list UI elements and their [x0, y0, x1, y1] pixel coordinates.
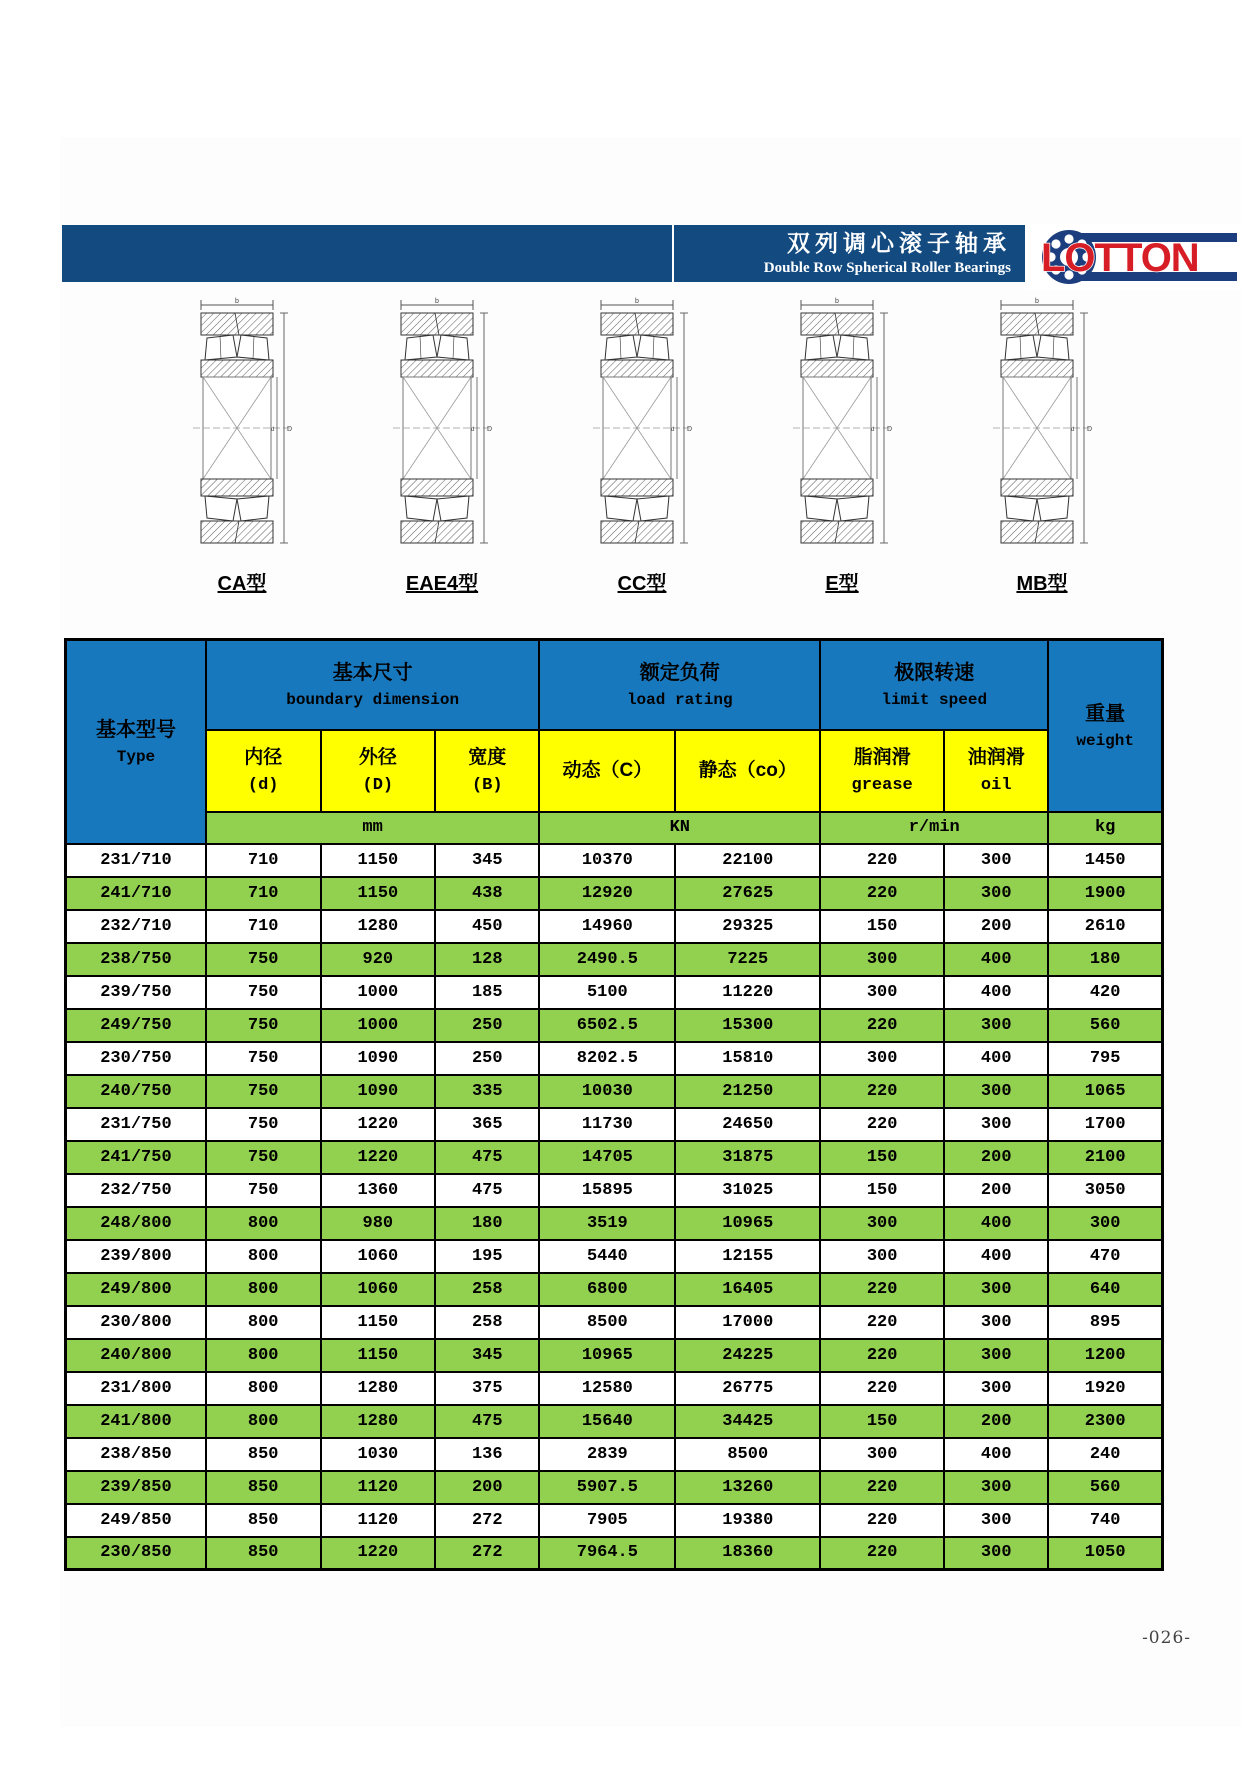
value-cell: 1280: [321, 910, 436, 943]
value-cell: 200: [435, 1471, 539, 1504]
table-row: [66, 976, 1163, 1009]
bearing-logo-icon: [1025, 224, 1241, 290]
value-cell: 1120: [321, 1471, 436, 1504]
bearing-type-cell: 231/710: [66, 844, 206, 877]
oil-zh: 油润滑: [967, 746, 1025, 768]
value-cell: 750: [206, 1108, 321, 1141]
bearing-cross-section-icon: [987, 296, 1097, 563]
value-cell: 1090: [321, 1075, 436, 1108]
diagram-label: EAE4型: [405, 573, 479, 595]
value-cell: 7225: [675, 943, 820, 976]
value-cell: 250: [435, 1042, 539, 1075]
value-cell: 1060: [321, 1273, 436, 1306]
value-cell: 800: [206, 1306, 321, 1339]
boundary-en: boundary dimension: [286, 690, 460, 709]
value-cell: 29325: [675, 910, 820, 943]
value-cell: 27625: [675, 877, 820, 910]
unit-kg: kg: [1048, 812, 1162, 844]
value-cell: 300: [944, 1075, 1048, 1108]
value-cell: 136: [435, 1438, 539, 1471]
value-cell: 750: [206, 943, 321, 976]
header-type-zh: 基本型号: [95, 718, 176, 741]
value-cell: 31025: [675, 1174, 820, 1207]
value-cell: 220: [820, 844, 944, 877]
bearing-type-cell: 241/750: [66, 1141, 206, 1174]
value-cell: 400: [944, 943, 1048, 976]
table-row: [66, 1042, 1163, 1075]
bearing-type-cell: 239/750: [66, 976, 206, 1009]
value-cell: 15810: [675, 1042, 820, 1075]
value-cell: 895: [1048, 1306, 1162, 1339]
value-cell: 200: [944, 1174, 1048, 1207]
value-cell: 17000: [675, 1306, 820, 1339]
value-cell: 8202.5: [539, 1042, 675, 1075]
value-cell: 10370: [539, 844, 675, 877]
value-cell: 8500: [675, 1438, 820, 1471]
value-cell: 200: [944, 910, 1048, 943]
value-cell: 300: [820, 1438, 944, 1471]
value-cell: 560: [1048, 1009, 1162, 1042]
bearing-type-cell: 230/750: [66, 1042, 206, 1075]
table-row: [66, 844, 1163, 877]
value-cell: 34425: [675, 1405, 820, 1438]
value-cell: 1090: [321, 1042, 436, 1075]
value-cell: 1920: [1048, 1372, 1162, 1405]
value-cell: 1060: [321, 1240, 436, 1273]
bearing-cross-section-icon: [787, 296, 897, 563]
table-row: [66, 1438, 1163, 1471]
value-cell: 2300: [1048, 1405, 1162, 1438]
value-cell: 2100: [1048, 1141, 1162, 1174]
value-cell: 220: [820, 1108, 944, 1141]
value-cell: 8500: [539, 1306, 675, 1339]
value-cell: 300: [820, 976, 944, 1009]
value-cell: 2490.5: [539, 943, 675, 976]
value-cell: 300: [820, 943, 944, 976]
value-cell: 1280: [321, 1372, 436, 1405]
value-cell: 475: [435, 1174, 539, 1207]
value-cell: 375: [435, 1372, 539, 1405]
value-cell: 19380: [675, 1504, 820, 1537]
value-cell: 11220: [675, 976, 820, 1009]
outer-diameter-zh: 外径: [358, 746, 397, 768]
header-type-en: Type: [116, 747, 156, 766]
value-cell: 24650: [675, 1108, 820, 1141]
value-cell: 1000: [321, 976, 436, 1009]
value-cell: 272: [435, 1504, 539, 1537]
table-row: [66, 1537, 1163, 1570]
diagram-label: CC型: [617, 573, 667, 595]
bearing-type-cell: 239/850: [66, 1471, 206, 1504]
value-cell: 750: [206, 1009, 321, 1042]
bearing-type-cell: 240/800: [66, 1339, 206, 1372]
page-title-zh: 双列调心滚子轴承: [787, 230, 1011, 256]
value-cell: 980: [321, 1207, 436, 1240]
value-cell: 18360: [675, 1537, 820, 1570]
value-cell: 15300: [675, 1009, 820, 1042]
table-row: [66, 1471, 1163, 1504]
bearing-figure-eae4: [382, 296, 502, 596]
value-cell: 450: [435, 910, 539, 943]
value-cell: 470: [1048, 1240, 1162, 1273]
speed-en: limit speed: [881, 690, 988, 709]
value-cell: 300: [820, 1042, 944, 1075]
value-cell: 400: [944, 1240, 1048, 1273]
value-cell: 920: [321, 943, 436, 976]
bearing-type-cell: 241/710: [66, 877, 206, 910]
value-cell: 850: [206, 1471, 321, 1504]
header-load-rating: [539, 640, 820, 730]
table-row: [66, 1174, 1163, 1207]
page-title-en: Double Row Spherical Roller Bearings: [763, 260, 1011, 276]
value-cell: 438: [435, 877, 539, 910]
unit-kn: KN: [539, 812, 820, 844]
value-cell: 128: [435, 943, 539, 976]
value-cell: 150: [820, 1405, 944, 1438]
value-cell: 220: [820, 1372, 944, 1405]
load-zh: 额定负荷: [639, 661, 720, 684]
value-cell: 750: [206, 1141, 321, 1174]
value-cell: 1030: [321, 1438, 436, 1471]
value-cell: 6800: [539, 1273, 675, 1306]
bearing-figure-ca: [182, 296, 302, 596]
value-cell: 220: [820, 1273, 944, 1306]
value-cell: 1200: [1048, 1339, 1162, 1372]
bearing-type-cell: 240/750: [66, 1075, 206, 1108]
value-cell: 1150: [321, 877, 436, 910]
value-cell: 560: [1048, 1471, 1162, 1504]
bearing-type-cell: 239/800: [66, 1240, 206, 1273]
bearing-type-cell: 232/710: [66, 910, 206, 943]
value-cell: 220: [820, 877, 944, 910]
value-cell: 258: [435, 1306, 539, 1339]
value-cell: 220: [820, 1306, 944, 1339]
value-cell: 150: [820, 910, 944, 943]
value-cell: 31875: [675, 1141, 820, 1174]
value-cell: 3050: [1048, 1174, 1162, 1207]
value-cell: 180: [1048, 943, 1162, 976]
value-cell: 220: [820, 1471, 944, 1504]
spec-table: [64, 638, 1164, 1571]
value-cell: 1150: [321, 1339, 436, 1372]
bearing-type-cell: 232/750: [66, 1174, 206, 1207]
table-row: [66, 877, 1163, 910]
diagram-label: E型: [825, 573, 859, 595]
value-cell: 5440: [539, 1240, 675, 1273]
table-row: [66, 1306, 1163, 1339]
bearing-type-cell: 231/800: [66, 1372, 206, 1405]
unit-rpm: r/min: [820, 812, 1048, 844]
header-banner: [62, 225, 1241, 282]
value-cell: 10965: [675, 1207, 820, 1240]
value-cell: 14960: [539, 910, 675, 943]
table-row: [66, 1339, 1163, 1372]
bearing-type-cell: 249/850: [66, 1504, 206, 1537]
value-cell: 850: [206, 1504, 321, 1537]
bearing-type-cell: 230/800: [66, 1306, 206, 1339]
bearing-type-cell: 231/750: [66, 1108, 206, 1141]
value-cell: 1220: [321, 1108, 436, 1141]
table-row: [66, 910, 1163, 943]
value-cell: 7905: [539, 1504, 675, 1537]
value-cell: 195: [435, 1240, 539, 1273]
value-cell: 300: [944, 1537, 1048, 1570]
value-cell: 12920: [539, 877, 675, 910]
table-row: [66, 1141, 1163, 1174]
value-cell: 1150: [321, 1306, 436, 1339]
value-cell: 26775: [675, 1372, 820, 1405]
lotton-logo: [1025, 224, 1241, 290]
speed-zh: 极限转速: [894, 661, 975, 684]
value-cell: 800: [206, 1240, 321, 1273]
value-cell: 475: [435, 1141, 539, 1174]
table-row: [66, 1207, 1163, 1240]
value-cell: 850: [206, 1438, 321, 1471]
bearing-cross-section-icon: [587, 296, 697, 563]
value-cell: 1050: [1048, 1537, 1162, 1570]
value-cell: 15640: [539, 1405, 675, 1438]
value-cell: 11730: [539, 1108, 675, 1141]
value-cell: 750: [206, 976, 321, 1009]
header-limit-speed: [820, 640, 1048, 730]
value-cell: 400: [944, 1042, 1048, 1075]
value-cell: 795: [1048, 1042, 1162, 1075]
value-cell: 5907.5: [539, 1471, 675, 1504]
col-oil-speed: [944, 730, 1048, 812]
table-row: [66, 1009, 1163, 1042]
grease-en: grease: [851, 775, 913, 795]
static-load-zh: 静态（co）: [698, 759, 797, 781]
value-cell: 1900: [1048, 877, 1162, 910]
value-cell: 1450: [1048, 844, 1162, 877]
value-cell: 2839: [539, 1438, 675, 1471]
value-cell: 180: [435, 1207, 539, 1240]
bearing-figure-mb: [982, 296, 1102, 596]
value-cell: 750: [206, 1075, 321, 1108]
inner-diameter-zh: 内径: [244, 746, 283, 768]
logo-text: LOTTON: [1041, 236, 1199, 280]
value-cell: 800: [206, 1372, 321, 1405]
value-cell: 150: [820, 1174, 944, 1207]
value-cell: 24225: [675, 1339, 820, 1372]
header-weight: [1048, 640, 1162, 812]
width-zh: 宽度: [468, 746, 507, 768]
value-cell: 220: [820, 1537, 944, 1570]
value-cell: 10030: [539, 1075, 675, 1108]
bearing-type-cell: 230/850: [66, 1537, 206, 1570]
value-cell: 800: [206, 1405, 321, 1438]
value-cell: 21250: [675, 1075, 820, 1108]
value-cell: 740: [1048, 1504, 1162, 1537]
value-cell: 240: [1048, 1438, 1162, 1471]
boundary-zh: 基本尺寸: [332, 661, 413, 684]
value-cell: 300: [944, 1372, 1048, 1405]
value-cell: 345: [435, 844, 539, 877]
value-cell: 400: [944, 1438, 1048, 1471]
value-cell: 750: [206, 1042, 321, 1075]
header-type: [66, 640, 206, 844]
bearing-cross-section-icon: [187, 296, 297, 563]
value-cell: 2610: [1048, 910, 1162, 943]
table-row: [66, 1372, 1163, 1405]
value-cell: 365: [435, 1108, 539, 1141]
bearing-diagrams: [182, 296, 1102, 596]
col-outer-diameter: [321, 730, 436, 812]
value-cell: 710: [206, 844, 321, 877]
weight-zh: 重量: [1085, 702, 1126, 725]
value-cell: 1065: [1048, 1075, 1162, 1108]
value-cell: 300: [1048, 1207, 1162, 1240]
value-cell: 800: [206, 1207, 321, 1240]
value-cell: 14705: [539, 1141, 675, 1174]
banner-titles: [764, 228, 1011, 278]
bearing-figure-cc: [582, 296, 702, 596]
value-cell: 850: [206, 1537, 321, 1570]
value-cell: 1220: [321, 1537, 436, 1570]
load-en: load rating: [626, 690, 733, 709]
value-cell: 335: [435, 1075, 539, 1108]
value-cell: 15895: [539, 1174, 675, 1207]
grease-zh: 脂润滑: [853, 746, 911, 768]
col-width: [435, 730, 539, 812]
page-number: -026-: [1142, 1628, 1191, 1648]
dynamic-load-zh: 动态（C）: [562, 759, 653, 781]
value-cell: 220: [820, 1075, 944, 1108]
banner-divider: [672, 225, 674, 282]
value-cell: 300: [944, 1504, 1048, 1537]
table-row: [66, 1504, 1163, 1537]
bearing-type-cell: 249/750: [66, 1009, 206, 1042]
weight-en: weight: [1076, 731, 1134, 750]
value-cell: 3519: [539, 1207, 675, 1240]
value-cell: 220: [820, 1009, 944, 1042]
table-row: [66, 1405, 1163, 1438]
value-cell: 400: [944, 1207, 1048, 1240]
header-boundary-dimension: [206, 640, 539, 730]
value-cell: 1700: [1048, 1108, 1162, 1141]
table-row: [66, 1240, 1163, 1273]
value-cell: 16405: [675, 1273, 820, 1306]
value-cell: 400: [944, 976, 1048, 1009]
value-cell: 710: [206, 877, 321, 910]
value-cell: 300: [944, 1273, 1048, 1306]
value-cell: 220: [820, 1339, 944, 1372]
bearing-type-cell: 248/800: [66, 1207, 206, 1240]
value-cell: 12580: [539, 1372, 675, 1405]
value-cell: 300: [944, 1471, 1048, 1504]
value-cell: 1120: [321, 1504, 436, 1537]
col-dynamic-load: [539, 730, 675, 812]
value-cell: 22100: [675, 844, 820, 877]
value-cell: 300: [944, 844, 1048, 877]
spec-table-body: [66, 844, 1163, 1570]
inner-diameter-symbol: (d): [247, 775, 279, 795]
value-cell: 7964.5: [539, 1537, 675, 1570]
bearing-figure-e: [782, 296, 902, 596]
value-cell: 6502.5: [539, 1009, 675, 1042]
value-cell: 300: [944, 1306, 1048, 1339]
bearing-type-cell: 238/850: [66, 1438, 206, 1471]
col-grease-speed: [820, 730, 944, 812]
col-inner-diameter: [206, 730, 321, 812]
bearing-type-cell: 238/750: [66, 943, 206, 976]
value-cell: 258: [435, 1273, 539, 1306]
value-cell: 300: [944, 1339, 1048, 1372]
value-cell: 1220: [321, 1141, 436, 1174]
value-cell: 300: [820, 1240, 944, 1273]
value-cell: 420: [1048, 976, 1162, 1009]
oil-en: oil: [980, 775, 1012, 795]
value-cell: 1150: [321, 844, 436, 877]
value-cell: 185: [435, 976, 539, 1009]
diagram-label: MB型: [1016, 573, 1068, 595]
value-cell: 1280: [321, 1405, 436, 1438]
value-cell: 272: [435, 1537, 539, 1570]
bearing-cross-section-icon: [387, 296, 497, 563]
value-cell: 345: [435, 1339, 539, 1372]
value-cell: 200: [944, 1405, 1048, 1438]
value-cell: 12155: [675, 1240, 820, 1273]
table-row: [66, 1273, 1163, 1306]
value-cell: 300: [944, 1108, 1048, 1141]
value-cell: 150: [820, 1141, 944, 1174]
value-cell: 300: [944, 877, 1048, 910]
unit-mm: mm: [206, 812, 539, 844]
value-cell: 300: [944, 1009, 1048, 1042]
bearing-type-cell: 249/800: [66, 1273, 206, 1306]
value-cell: 800: [206, 1273, 321, 1306]
bearing-type-cell: 241/800: [66, 1405, 206, 1438]
value-cell: 220: [820, 1504, 944, 1537]
col-static-load: [675, 730, 820, 812]
value-cell: 640: [1048, 1273, 1162, 1306]
value-cell: 10965: [539, 1339, 675, 1372]
value-cell: 710: [206, 910, 321, 943]
table-row: [66, 943, 1163, 976]
diagram-label: CA型: [217, 573, 267, 595]
table-row: [66, 1075, 1163, 1108]
value-cell: 300: [820, 1207, 944, 1240]
value-cell: 13260: [675, 1471, 820, 1504]
value-cell: 5100: [539, 976, 675, 1009]
outer-diameter-symbol: (D): [362, 775, 394, 795]
value-cell: 1360: [321, 1174, 436, 1207]
value-cell: 750: [206, 1174, 321, 1207]
value-cell: 200: [944, 1141, 1048, 1174]
width-symbol: (B): [471, 775, 503, 795]
table-row: [66, 1108, 1163, 1141]
value-cell: 800: [206, 1339, 321, 1372]
value-cell: 475: [435, 1405, 539, 1438]
value-cell: 250: [435, 1009, 539, 1042]
value-cell: 1000: [321, 1009, 436, 1042]
